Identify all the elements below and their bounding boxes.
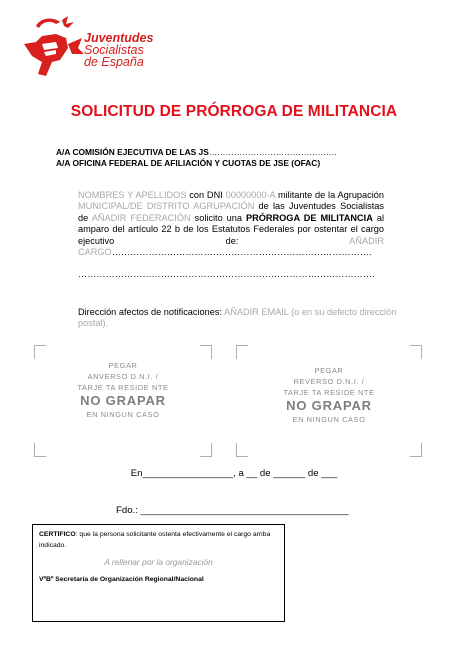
certificate-signer: VºBº Secretaría de Organización Regional/Nacional bbox=[39, 576, 204, 583]
dni-front-no-staple: NO GRAPAR bbox=[80, 393, 166, 408]
logo-line-1: Juventudes bbox=[84, 31, 154, 45]
recipient-dots: ………………………………………. bbox=[208, 147, 337, 157]
request-paragraph bbox=[78, 190, 384, 258]
names-field[interactable]: NOMBRES Y APELLIDOS bbox=[78, 190, 187, 200]
logo-line-2: Socialistas bbox=[84, 43, 144, 57]
frame-corner bbox=[236, 443, 248, 457]
body-text-2: militante de la Agrupación bbox=[275, 190, 385, 200]
body-text-1: con DNI bbox=[186, 190, 226, 200]
certificate-statement bbox=[39, 529, 278, 551]
dni-front-frame bbox=[34, 345, 212, 457]
certificate-text: : que la persona solicitante ostenta efectivamente el cargo arriba indicado. bbox=[39, 531, 271, 549]
dni-front-l3: TARJE TA RESIDE NTE bbox=[77, 383, 169, 392]
certificate-label: CERTIFICO bbox=[39, 531, 76, 538]
dni-back-instructions bbox=[236, 365, 422, 425]
certificate-box bbox=[32, 524, 285, 622]
document-title: SOLICITUD DE PRÓRROGA DE MILITANCIA bbox=[70, 103, 398, 120]
rose-fist-logo-icon bbox=[22, 14, 86, 82]
dni-back-frame bbox=[236, 345, 422, 457]
body-text-3: de las Juventudes Socialistas de bbox=[78, 201, 384, 223]
dni-front-l4: EN NINGUN CASO bbox=[86, 410, 160, 419]
cargo-field[interactable]: AÑADIR CARGO bbox=[78, 235, 384, 258]
frame-corner bbox=[34, 345, 46, 359]
frame-corner bbox=[410, 443, 422, 457]
date-place-line[interactable]: En_________________, a __ de ______ de ___ bbox=[130, 468, 338, 479]
logo-line-3: de España bbox=[84, 55, 144, 69]
dni-back-l4: EN NINGUN CASO bbox=[292, 415, 366, 424]
signature-line[interactable]: Fdo.: _______________________________________ bbox=[116, 505, 349, 516]
body-text-5: al amparo del artículo 22 b de los Estatutos Federales por ostentar el cargo ejecutivo de: bbox=[78, 212, 384, 246]
dni-back-l2: REVERSO D.N.I. / bbox=[293, 377, 365, 386]
frame-corner bbox=[236, 345, 248, 359]
organization-logo bbox=[22, 14, 182, 84]
frame-corner bbox=[200, 345, 212, 359]
dni-front-l1: PEGAR bbox=[108, 361, 138, 370]
notification-address bbox=[78, 307, 398, 330]
recipient-line-1 bbox=[56, 147, 337, 157]
frame-corner bbox=[200, 443, 212, 457]
organization-fill-note: A rellenar por la organización bbox=[104, 557, 213, 567]
frame-corner bbox=[34, 443, 46, 457]
dni-front-instructions bbox=[34, 360, 212, 420]
body-dots-2: ……………………………………………………………………………………. bbox=[78, 269, 375, 279]
body-dots-1: …………………………………………………………………………. bbox=[111, 247, 372, 258]
federacion-field[interactable]: AÑADIR FEDERACIÓN bbox=[91, 212, 191, 223]
agrupacion-field[interactable]: MUNICIPAL/DE DISTRITO AGRUPACIÓN bbox=[78, 201, 255, 212]
request-type: PRÓRROGA DE MILITANCIA bbox=[245, 212, 373, 223]
dni-field[interactable]: 00000000-A bbox=[225, 190, 276, 200]
recipient-line-2: A/A OFICINA FEDERAL DE AFILIACIÓN Y CUOTAS DE JSE (OFAC) bbox=[56, 158, 321, 168]
dni-back-no-staple: NO GRAPAR bbox=[286, 398, 372, 413]
frame-corner bbox=[410, 345, 422, 359]
dni-back-l3: TARJE TA RESIDE NTE bbox=[283, 388, 375, 397]
notification-label: Dirección afectos de notificaciones: bbox=[78, 307, 225, 317]
recipient-commission: A/A COMISIÓN EJECUTIVA DE LAS JS bbox=[56, 147, 209, 157]
dni-back-l1: PEGAR bbox=[314, 366, 344, 375]
logo-wordmark bbox=[84, 32, 153, 68]
body-text-4: solicito una bbox=[190, 212, 246, 223]
dni-front-l2: ANVERSO D.N.I. / bbox=[87, 372, 159, 381]
email-field[interactable]: AÑADIR EMAIL (o en su defecto dirección postal). bbox=[78, 307, 397, 329]
